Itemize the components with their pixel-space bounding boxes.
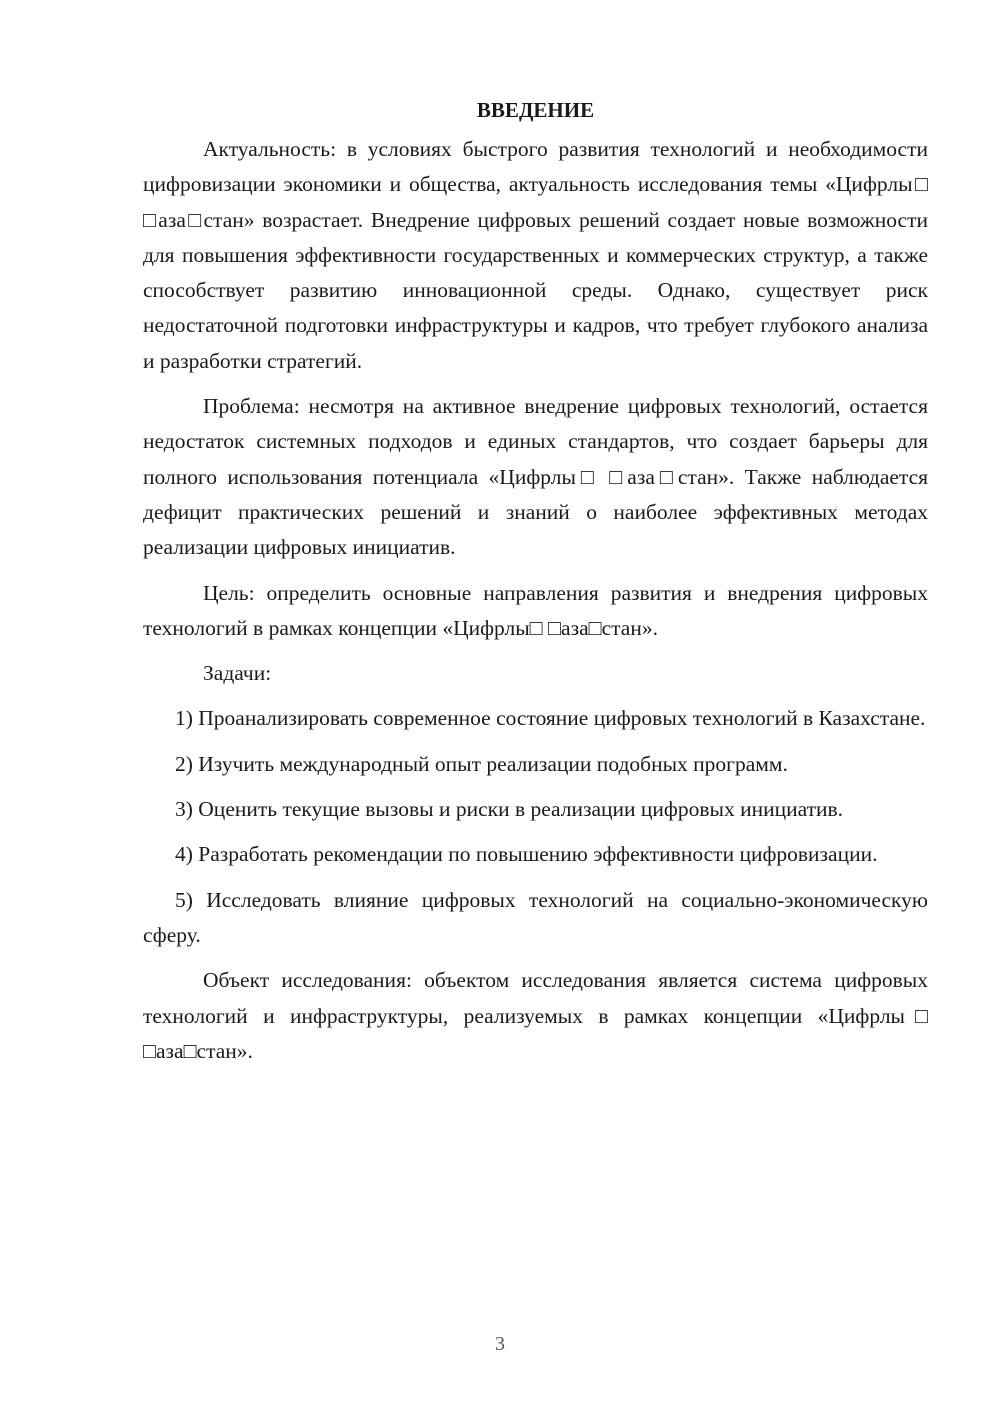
page-title: ВВЕДЕНИЕ — [476, 98, 595, 122]
tasks-heading: Задачи: — [203, 661, 272, 686]
object-paragraph: Объект исследования: объектом исследования является система цифровых технологий и инфраструктуры, реализуемых в рамках концепции «Цифрлы□ □аза□стан». — [143, 968, 928, 1063]
task-item: 4) Разработать рекомендации по повышению эффективности цифровизации. — [175, 842, 878, 867]
document-page — [143, 88, 928, 1079]
problem-paragraph: Проблема: несмотря на активное внедрение цифровых технологий, остается недостаток системных подходов и единых стандартов, что создает барьеры для полного использования потенциала «Цифрлы□ □аза□стан». Также наблюдается дефицит практических решений и знаний о наиболее эффективных методах реализации цифровых инициатив. — [143, 394, 928, 560]
task-item: 2) Изучить международный опыт реализации подобных программ. — [175, 751, 788, 776]
relevance-paragraph: Актуальность: в условиях быстрого развития технологий и необходимости цифровизации экономики и общества, актуальность исследования темы «Цифрлы□ □аза□стан» возрастает. Внедрение цифровых решений создает новые возможности для повышения эффективности государственных и коммерческих структур, а также способствует развитию инновационной среды. Однако, существует риск недостаточной подготовки инфраструктуры и кадров, что требует глубокого анализа и разработки стратегий. — [143, 137, 928, 373]
task-item: 3) Оценить текущие вызовы и риски в реализации цифровых инициатив. — [175, 797, 844, 822]
task-item: 5) Исследовать влияние цифровых технологий на социально-экономическую сферу. — [143, 887, 928, 947]
page-number: 3 — [495, 1333, 505, 1355]
task-item: 1) Проанализировать современное состояние цифровых технологий в Казахстане. — [175, 706, 926, 731]
goal-paragraph: Цель: определить основные направления развития и внедрения цифровых технологий в рамках концепции «Цифрлы□ □аза□стан». — [143, 580, 928, 640]
